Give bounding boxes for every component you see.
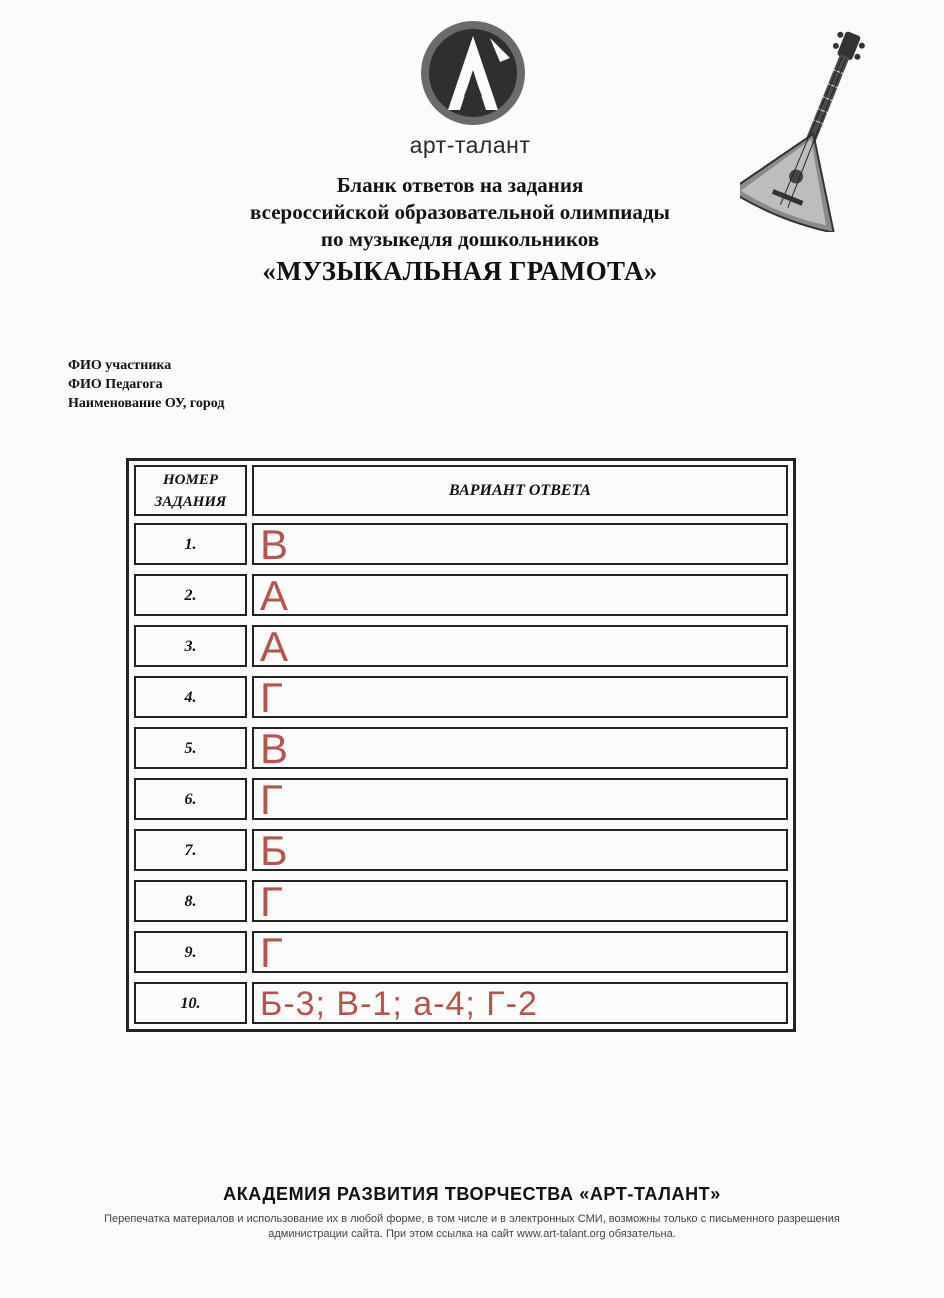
answer-table (126, 458, 796, 1032)
task-answer: В (252, 523, 788, 565)
task-answer: Б-3; В-1; а-4; Г-2 (252, 982, 788, 1024)
participant-fields (68, 356, 224, 413)
art-talant-logo-icon (418, 18, 528, 136)
task-number: 3. (134, 625, 247, 667)
task-number: 5. (134, 727, 247, 769)
task-number: 1. (134, 523, 247, 565)
task-number: 7. (134, 829, 247, 871)
copyright-disclaimer: Перепечатка материалов и использование их в любой форме, в том числе и в электронных СМИ, возможны только с письменного разрешения администрации сайта. При этом ссылка на сайт www.art-talant.org обязательна. (104, 1213, 840, 1240)
brand-name: арт-талант (409, 132, 531, 158)
title-line-3: по музыкедля дошкольников (320, 227, 600, 251)
task-number: 6. (134, 778, 247, 820)
task-answer: В (252, 727, 788, 769)
academy-name: АКАДЕМИЯ РАЗВИТИЯ ТВОРЧЕСТВА «АРТ-ТАЛАНТ» (223, 1184, 721, 1204)
task-answer: Г (252, 880, 788, 922)
task-number: 10. (134, 982, 247, 1024)
task-answer: А (252, 625, 788, 667)
column-header-number: НОМЕР ЗАДАНИЯ (134, 465, 247, 516)
task-answer: Г (252, 931, 788, 973)
task-number: 4. (134, 676, 247, 718)
title-block (120, 172, 800, 288)
task-answer: Г (252, 676, 788, 718)
olympiad-name: «МУЗЫКАЛЬНАЯ ГРАМОТА» (262, 256, 658, 286)
task-answer: Г (252, 778, 788, 820)
column-header-answer: ВАРИАНТ ОТВЕТА (252, 465, 788, 516)
task-answer: А (252, 574, 788, 616)
title-line-1: Бланк ответов на задания (336, 173, 584, 197)
title-line-2: всероссийской образовательной олимпиады (250, 200, 670, 224)
task-number: 9. (134, 931, 247, 973)
task-number: 2. (134, 574, 247, 616)
teacher-label: ФИО Педагога (68, 377, 163, 392)
task-number: 8. (134, 880, 247, 922)
institution-label: Наименование ОУ, город (68, 396, 225, 411)
participant-label: ФИО участника (68, 358, 172, 373)
task-answer: Б (252, 829, 788, 871)
